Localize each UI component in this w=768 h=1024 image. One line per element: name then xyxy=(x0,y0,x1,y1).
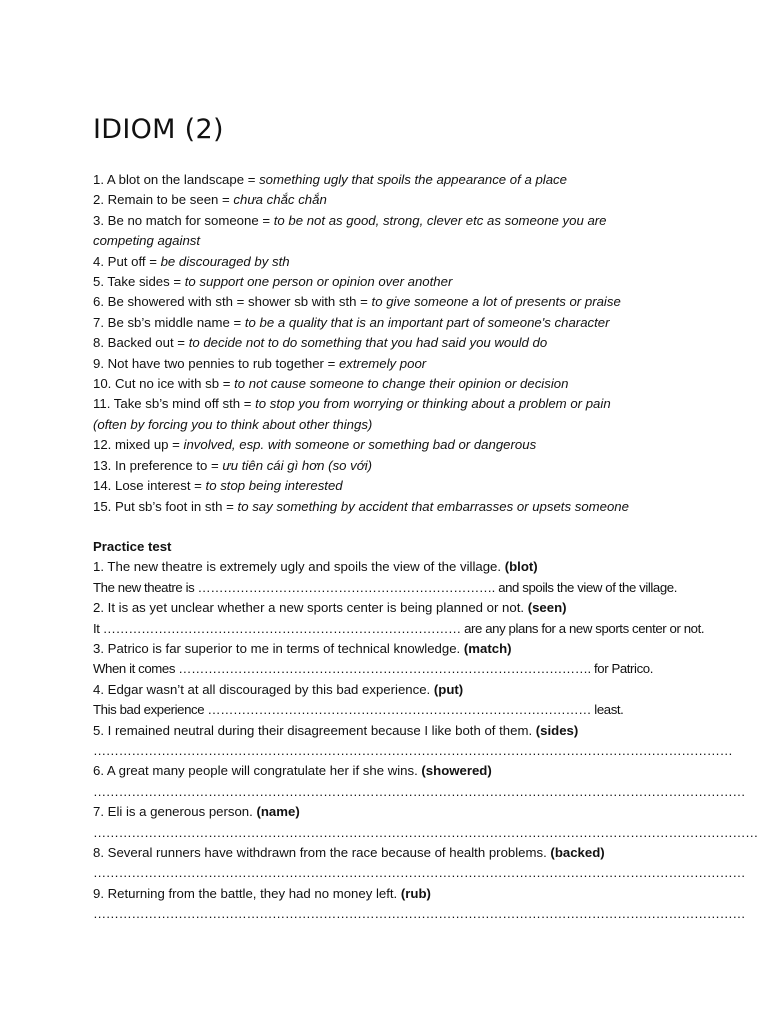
question-text: 7. Eli is a generous person. xyxy=(93,804,257,820)
question-text: 8. Several runners have withdrawn from the race because of health problems. xyxy=(93,845,551,860)
idiom-term: 7. Be sb’s middle name = xyxy=(93,314,245,330)
idiom-term: 8. Backed out = xyxy=(93,335,189,351)
section-spacer xyxy=(93,517,733,537)
question-text: 9. Returning from the battle, they had no money left. xyxy=(93,885,401,901)
idiom-item xyxy=(93,252,733,272)
question-keyword: (backed) xyxy=(550,845,605,860)
idiom-item-continuation xyxy=(93,231,733,251)
answer-line: ………………………………………………………………………………………………………………………………………… xyxy=(93,824,758,840)
idiom-item xyxy=(93,374,733,394)
question-keyword: (rub) xyxy=(400,885,431,901)
idiom-definition: extremely poor xyxy=(338,355,427,371)
idiom-definition: to support one person or opinion over another xyxy=(184,274,453,290)
idiom-term: 14. Lose interest = xyxy=(93,478,206,494)
practice-question xyxy=(93,761,733,781)
idiom-definition: (often by forcing you to think about other things) xyxy=(93,416,373,432)
idiom-item xyxy=(93,292,733,312)
idiom-definition: to be a quality that is an important part of someone's character xyxy=(244,314,610,330)
answer-line: ……………………………………………………………………………………………………………………………………… xyxy=(93,865,746,881)
idiom-definition: chưa chắc chắn xyxy=(233,192,327,208)
practice-question xyxy=(93,721,733,741)
idiom-definition: be discouraged by sth xyxy=(160,253,290,269)
idiom-term: 6. Be showered with sth = shower sb with sth = xyxy=(93,294,372,310)
idiom-item xyxy=(93,497,733,517)
idiom-item xyxy=(93,211,733,231)
question-keyword: (seen) xyxy=(527,600,567,616)
practice-question xyxy=(93,680,733,700)
idiom-term: 15. Put sb’s foot in sth = xyxy=(93,498,238,514)
answer-line: The new theatre is ……………………………………………………………. and spoils the view of the village. xyxy=(93,579,677,595)
practice-question xyxy=(93,884,733,904)
page-title: IDIOM (2) xyxy=(93,114,224,145)
idiom-term: 10. Cut no ice with sb = xyxy=(93,376,235,392)
question-text: 4. Edgar wasn’t at all discouraged by this bad experience. xyxy=(93,681,434,697)
idiom-definition: to stop you from worrying or thinking about a problem or pain xyxy=(255,396,611,412)
question-keyword: (sides) xyxy=(535,722,579,738)
practice-question xyxy=(93,843,733,863)
question-keyword: (showered) xyxy=(421,763,492,779)
idiom-definition: to be not as good, strong, clever etc as someone you are xyxy=(273,212,607,228)
idiom-item xyxy=(93,435,733,455)
practice-question xyxy=(93,802,733,822)
practice-heading: Practice test xyxy=(93,538,172,554)
idiom-item xyxy=(93,394,733,414)
idiom-term: 2. Remain to be seen = xyxy=(93,192,234,208)
practice-section xyxy=(93,537,758,925)
idiom-term: 1. A blot on the landscape = xyxy=(93,172,260,187)
question-text: 1. The new theatre is extremely ugly and spoils the view of the village. xyxy=(93,559,505,575)
answer-line: …………………………………………………………………………………………………………………………………… xyxy=(93,742,733,758)
answer-line: This bad experience ……………………………………………………………………………… least. xyxy=(93,702,624,718)
idiom-definition: to stop being interested xyxy=(205,478,343,494)
question-text: 5. I remained neutral during their disagreement because I like both of them. xyxy=(93,722,536,738)
idiom-term: 13. In preference to = xyxy=(93,457,223,473)
idiom-item-continuation xyxy=(93,415,733,435)
question-text: 3. Patrico is far superior to me in terms of technical knowledge. xyxy=(93,640,464,656)
answer-line: ……………………………………………………………………………………………………………………………………… xyxy=(93,906,746,922)
answer-line: It ………………………………………………………………………… are any plans for a new sports center or not. xyxy=(93,620,705,636)
question-text: 2. It is as yet unclear whether a new sports center is being planned or not. xyxy=(93,600,528,616)
idiom-definition: to not cause someone to change their opinion or decision xyxy=(234,376,569,392)
idiom-item xyxy=(93,476,733,496)
answer-line: ……………………………………………………………………………………………………………………………………… xyxy=(93,783,746,799)
question-text: 6. A great many people will congratulate her if she wins. xyxy=(93,763,422,779)
question-keyword: (put) xyxy=(433,681,464,697)
answer-line: When it comes ……………………………………………………………………………………. for Patrico. xyxy=(93,661,653,677)
idiom-item xyxy=(93,190,733,210)
document-page xyxy=(93,112,758,925)
question-keyword: (name) xyxy=(256,804,300,820)
idiom-item xyxy=(93,456,733,476)
question-keyword: (match) xyxy=(463,640,512,656)
practice-question xyxy=(93,598,733,618)
idiom-term: 11. Take sb’s mind off sth = xyxy=(93,396,256,412)
idiom-definition: to say something by accident that embarrasses or upsets someone xyxy=(237,498,629,514)
idiom-definition: ưu tiên cái gì hơn (so với) xyxy=(222,457,373,473)
idiom-list xyxy=(93,170,733,517)
idiom-item xyxy=(93,333,733,353)
idiom-definition: to give someone a lot of presents or praise xyxy=(371,294,621,310)
idiom-term: 12. mixed up = xyxy=(93,437,184,453)
idiom-definition: competing against xyxy=(93,233,201,249)
idiom-term: 3. Be no match for someone = xyxy=(93,212,274,228)
idiom-term: 9. Not have two pennies to rub together = xyxy=(93,355,339,371)
idiom-definition: to decide not to do something that you had said you would do xyxy=(188,335,548,351)
practice-question xyxy=(93,557,733,577)
question-keyword: (blot) xyxy=(504,559,538,575)
idiom-definition: involved, esp. with someone or something bad or dangerous xyxy=(183,437,537,453)
practice-question xyxy=(93,639,733,659)
idiom-item xyxy=(93,313,733,333)
idiom-term: 5. Take sides = xyxy=(93,274,185,290)
idiom-item xyxy=(93,170,733,190)
idiom-definition: something ugly that spoils the appearance of a place xyxy=(259,172,567,187)
idiom-item xyxy=(93,272,733,292)
idiom-item xyxy=(93,354,733,374)
idiom-term: 4. Put off = xyxy=(93,253,161,269)
